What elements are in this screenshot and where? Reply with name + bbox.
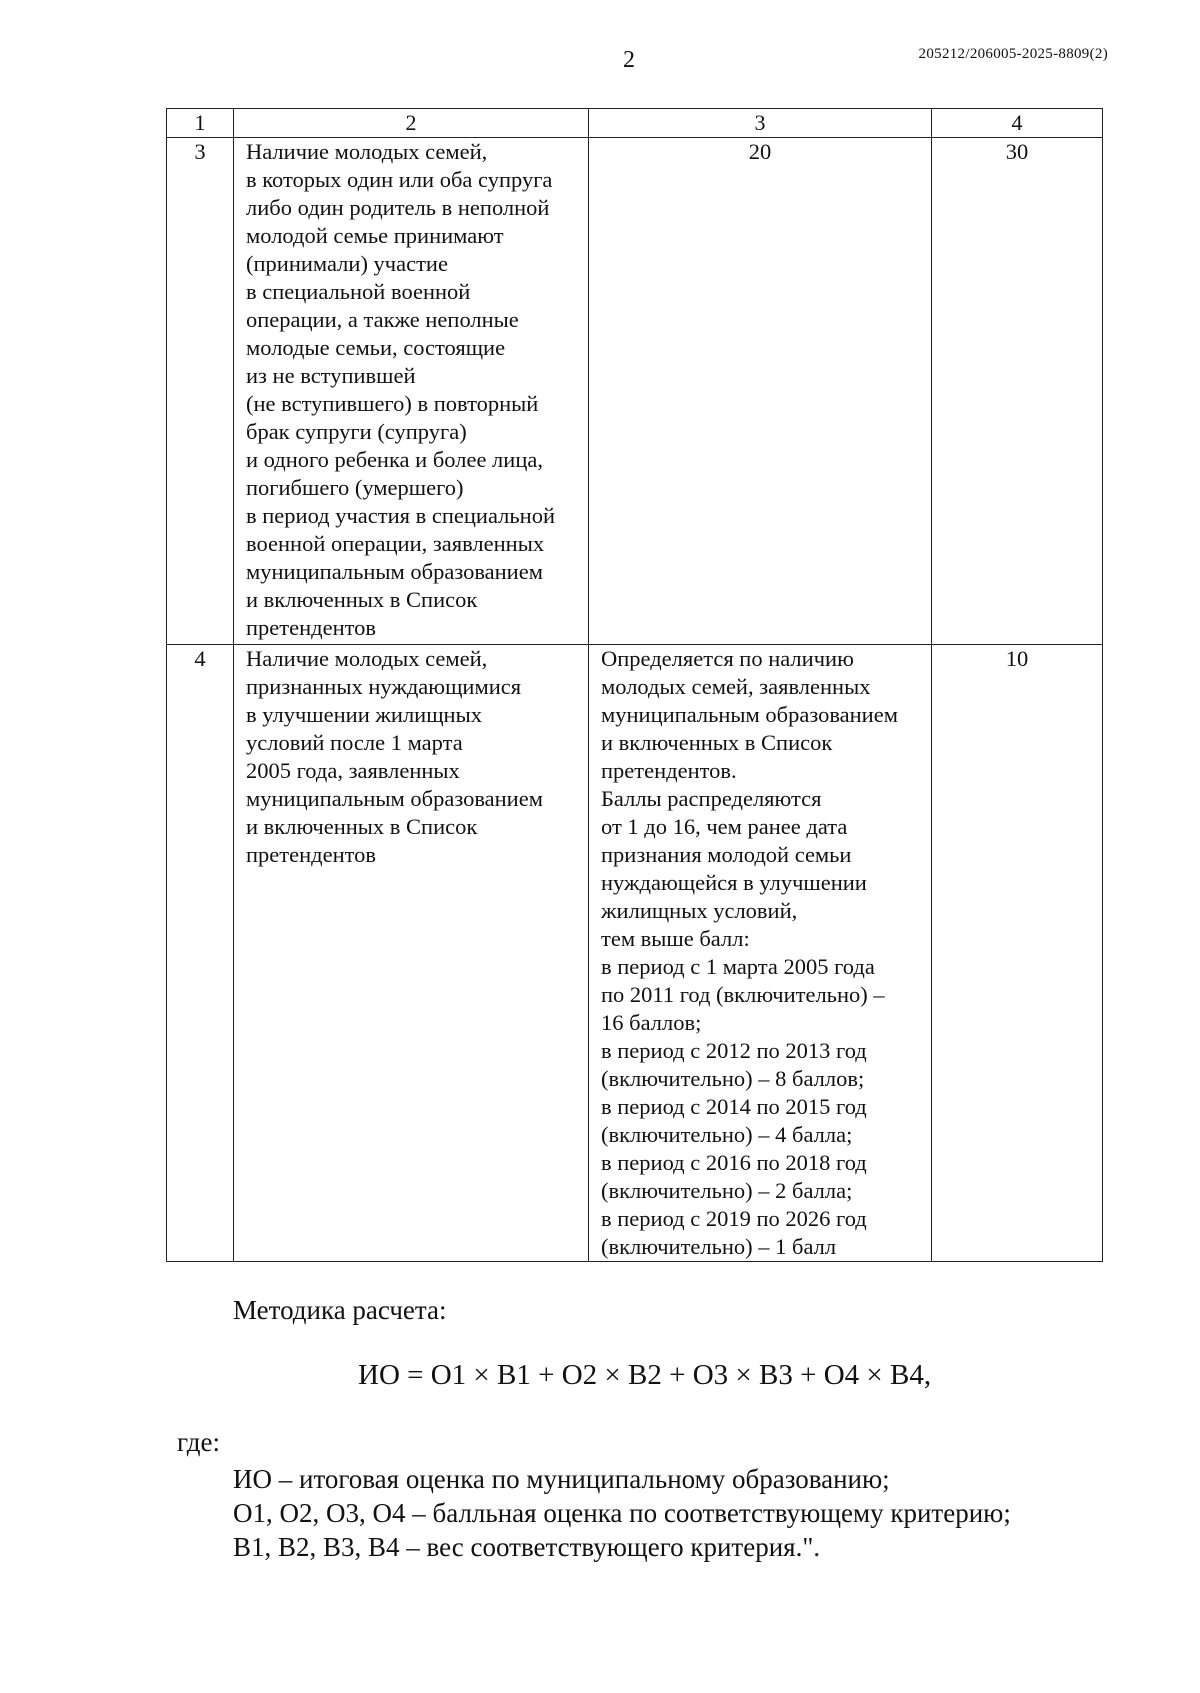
weight-cell: 30: [932, 138, 1103, 645]
cell-text-line: (включительно) – 8 баллов;: [601, 1066, 865, 1091]
methodology-title: Методика расчета:: [233, 1295, 447, 1325]
cell-text-line: Определяется по наличию: [601, 646, 854, 671]
cell-text-line: молодых семей, заявленных: [601, 674, 871, 699]
cell-text-line: от 1 до 16, чем ранее дата: [601, 814, 848, 839]
cell-text-line: в период с 1 марта 2005 года: [601, 954, 875, 979]
cell-text-line: (включительно) – 4 балла;: [601, 1122, 853, 1147]
cell-text-line: в период с 2019 по 2026 год: [601, 1206, 867, 1231]
cell-text-line: муниципальным образованием: [246, 559, 543, 584]
cell-text-line: 2005 года, заявленных: [246, 758, 460, 783]
cell-text-line: Баллы распределяются: [601, 786, 822, 811]
criteria-table: [166, 108, 1103, 1262]
cell-text-line: (включительно) – 1 балл: [601, 1234, 837, 1259]
cell-text-line: тем выше балл:: [601, 926, 750, 951]
cell-text-line: муниципальным образованием: [246, 786, 543, 811]
cell-text-line: и включенных в Список: [246, 814, 478, 839]
cell-text-line: операции, а также неполные: [246, 307, 519, 332]
definitions-list: [233, 1462, 1011, 1564]
criterion-cell: [234, 138, 589, 645]
cell-text-line: жилищных условий,: [601, 898, 798, 923]
cell-text-line: в период с 2014 по 2015 год: [601, 1094, 867, 1119]
header-cell-3: 3: [589, 109, 932, 138]
table-row: [167, 645, 1103, 1262]
cell-text-line: по 2011 год (включительно) –: [601, 982, 885, 1007]
cell-text-line: молодой семье принимают: [246, 223, 504, 248]
cell-text-line: либо один родитель в неполной: [246, 195, 550, 220]
row-number: 4: [167, 645, 234, 1262]
cell-text-line: и включенных в Список: [601, 730, 833, 755]
cell-text-line: в период с 2016 по 2018 год: [601, 1150, 867, 1175]
cell-text-line: (принимали) участие: [246, 251, 448, 276]
cell-text-line: (не вступившего) в повторный: [246, 391, 539, 416]
cell-text-line: претендентов: [246, 842, 377, 867]
cell-text-line: в специальной военной: [246, 279, 471, 304]
row-number: 3: [167, 138, 234, 645]
cell-text-line: и одного ребенка и более лица,: [246, 447, 543, 472]
header-cell-2: 2: [234, 109, 589, 138]
cell-text-line: погибшего (умершего): [246, 475, 464, 500]
cell-text-line: нуждающейся в улучшении: [601, 870, 867, 895]
cell-text-line: в период участия в специальной: [246, 503, 555, 528]
cell-text-line: в которых один или оба супруга: [246, 167, 553, 192]
table-header-row: [167, 109, 1103, 138]
definition-item: О1, О2, О3, О4 – балльная оценка по соответствующему критерию;: [233, 1498, 1011, 1528]
cell-text-line: (включительно) – 2 балла;: [601, 1178, 853, 1203]
cell-text-line: признания молодой семьи: [601, 842, 852, 867]
cell-text-line: в улучшении жилищных: [246, 702, 482, 727]
table-row: [167, 138, 1103, 645]
formula: ИО = О1 × В1 + О2 × В2 + О3 × В3 + О4 × В4,: [358, 1359, 932, 1391]
cell-text-line: молодые семьи, состоящие: [246, 335, 506, 360]
document-number: 205212/206005-2025-8809(2): [918, 46, 1108, 62]
cell-text-line: претендентов: [246, 615, 377, 640]
header-cell-1: 1: [167, 109, 234, 138]
method-cell: [589, 645, 932, 1262]
definition-item: ИО – итоговая оценка по муниципальному образованию;: [233, 1464, 890, 1494]
cell-text-line: условий после 1 марта: [246, 730, 463, 755]
weight-cell: 10: [932, 645, 1103, 1262]
cell-text-line: 20: [748, 139, 772, 164]
cell-text-line: и включенных в Список: [246, 587, 478, 612]
cell-text-line: претендентов.: [601, 758, 737, 783]
cell-text-line: 16 баллов;: [601, 1010, 702, 1035]
criterion-cell: [234, 645, 589, 1262]
cell-text-line: Наличие молодых семей,: [246, 139, 488, 164]
cell-text-line: военной операции, заявленных: [246, 531, 545, 556]
header-cell-4: 4: [932, 109, 1103, 138]
cell-text-line: из не вступившей: [246, 363, 416, 388]
cell-text-line: брак супруги (супруга): [246, 419, 467, 444]
cell-text-line: признанных нуждающимися: [246, 674, 522, 699]
page-number: 2: [623, 47, 635, 73]
method-cell: [589, 138, 932, 645]
cell-text-line: муниципальным образованием: [601, 702, 898, 727]
where-label: где:: [177, 1427, 220, 1457]
definition-item: В1, В2, В3, В4 – вес соответствующего критерия.".: [233, 1532, 821, 1562]
cell-text-line: Наличие молодых семей,: [246, 646, 488, 671]
cell-text-line: в период с 2012 по 2013 год: [601, 1038, 867, 1063]
